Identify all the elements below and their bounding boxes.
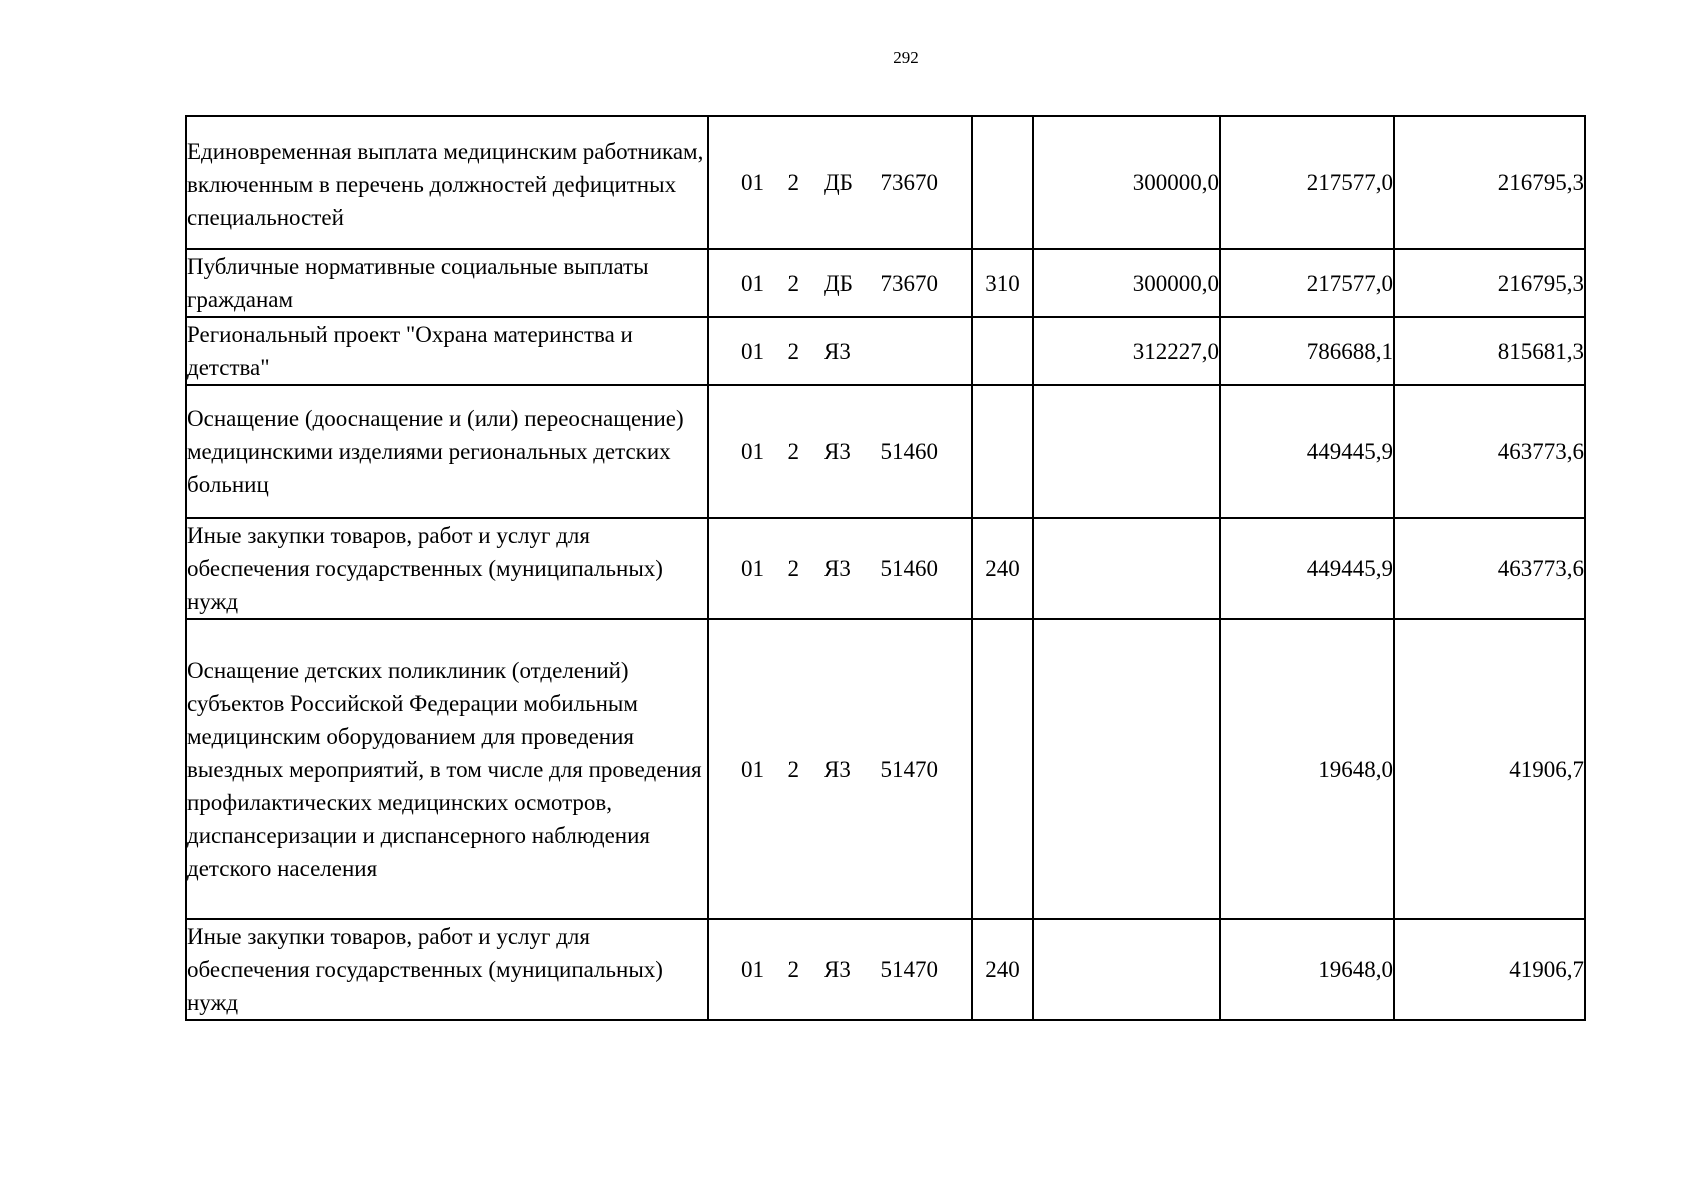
code-program: 01 [741,338,764,364]
row-name: Оснащение детских поликлиник (отделений) субъектов Российской Федерации мобильным медицинским оборудованием для проведения выездных мероприятий, в том числе для проведения профилактических медицинских осмотров, диспансеризации и диспансерного наблюдения детского населения [186,619,708,919]
code-expense: 51460 [880,556,938,581]
amount-2: 19648,0 [1220,619,1394,919]
code-direction: Я3 [824,439,851,464]
amount-2: 449445,9 [1220,518,1394,619]
row-codes [708,317,972,385]
code-expense: 51470 [880,957,938,982]
code-direction: Я3 [824,338,851,364]
amount-1: 312227,0 [1033,317,1220,385]
code-program: 01 [741,270,764,296]
row-name: Оснащение (дооснащение и (или) переоснащение) медицинскими изделиями региональных детских больниц [186,385,708,518]
expense-type-code: 240 [972,518,1033,619]
code-program: 01 [741,756,764,782]
row-codes [708,518,972,619]
expense-type-code: 240 [972,919,1033,1020]
row-codes [708,385,972,518]
code-direction: Я3 [824,756,851,782]
amount-1: 300000,0 [1033,116,1220,249]
amount-3: 463773,6 [1394,518,1585,619]
amount-1 [1033,919,1220,1020]
row-codes [708,116,972,249]
page-number: 292 [893,48,919,67]
table-row [186,249,1585,317]
code-subprogram: 2 [787,556,799,581]
expense-type-code: 310 [972,249,1033,317]
amount-1: 300000,0 [1033,249,1220,317]
amount-3: 463773,6 [1394,385,1585,518]
code-subprogram: 2 [787,957,799,982]
amount-2: 786688,1 [1220,317,1394,385]
code-expense: 73670 [880,270,938,296]
code-expense: 73670 [880,170,938,195]
amount-3: 216795,3 [1394,249,1585,317]
amount-2: 19648,0 [1220,919,1394,1020]
row-name: Региональный проект "Охрана материнства и детства" [186,317,708,385]
row-name: Иные закупки товаров, работ и услуг для обеспечения государственных (муниципальных) нужд [186,919,708,1020]
amount-2: 217577,0 [1220,249,1394,317]
amount-3: 41906,7 [1394,619,1585,919]
code-direction: Я3 [824,957,851,982]
expense-type-code [972,385,1033,518]
code-subprogram: 2 [787,338,799,364]
row-name: Единовременная выплата медицинским работникам, включенным в перечень должностей дефицитных специальностей [186,116,708,249]
code-direction: ДБ [824,270,853,296]
row-name: Публичные нормативные социальные выплаты гражданам [186,249,708,317]
budget-table [185,115,1586,1021]
row-codes [708,619,972,919]
row-codes [708,249,972,317]
code-expense: 51460 [880,439,938,464]
code-direction: Я3 [824,556,851,581]
amount-3: 815681,3 [1394,317,1585,385]
amount-2: 449445,9 [1220,385,1394,518]
amount-1 [1033,518,1220,619]
expense-type-code [972,317,1033,385]
code-subprogram: 2 [787,756,799,782]
code-program: 01 [741,556,764,581]
code-program: 01 [741,957,764,982]
table-row [186,385,1585,518]
amount-3: 41906,7 [1394,919,1585,1020]
code-subprogram: 2 [787,170,799,195]
code-direction: ДБ [824,170,853,195]
amount-3: 216795,3 [1394,116,1585,249]
code-program: 01 [741,170,764,195]
row-codes [708,919,972,1020]
code-subprogram: 2 [787,439,799,464]
row-name: Иные закупки товаров, работ и услуг для обеспечения государственных (муниципальных) нужд [186,518,708,619]
expense-type-code [972,619,1033,919]
code-subprogram: 2 [787,270,799,296]
table-row [186,116,1585,249]
table-row [186,317,1585,385]
table-row [186,619,1585,919]
amount-1 [1033,385,1220,518]
amount-1 [1033,619,1220,919]
table-row [186,518,1585,619]
table-row [186,919,1585,1020]
code-expense: 51470 [880,756,938,782]
expense-type-code [972,116,1033,249]
code-program: 01 [741,439,764,464]
amount-2: 217577,0 [1220,116,1394,249]
